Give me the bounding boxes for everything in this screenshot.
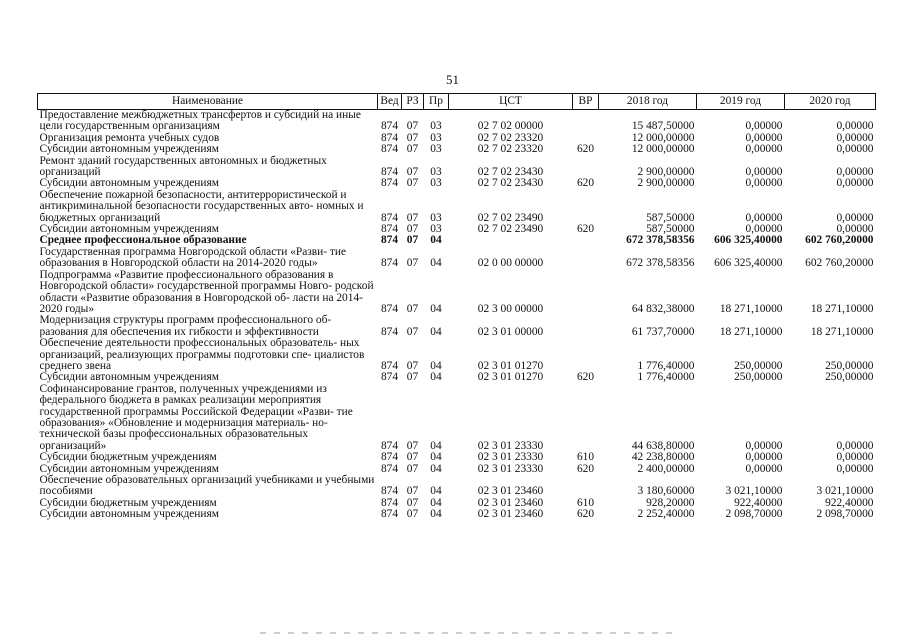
row-pr-cell: 03 <box>430 143 442 156</box>
row-pr-cell: 03 <box>430 177 442 190</box>
table-body <box>38 110 876 521</box>
row-cst-cell: 02 3 01 01270 <box>477 371 544 384</box>
row-ved-cell: 874 <box>380 325 399 338</box>
row-2018-cell: 15 487,50000 <box>631 120 695 133</box>
row-vr-cell <box>573 247 599 270</box>
row-vr-cell: 620 <box>576 177 595 190</box>
table-row <box>38 156 876 179</box>
row-2019-cell: 0,00000 <box>745 120 783 133</box>
row-vr-cell <box>573 315 599 338</box>
header-2019: 2019 год <box>697 94 785 110</box>
row-rz-cell: 07 <box>406 371 419 384</box>
table-row <box>38 509 876 520</box>
table-row <box>38 247 876 270</box>
row-ved-cell: 874 <box>380 131 399 144</box>
row-rz-cell: 07 <box>406 211 419 224</box>
header-cst: ЦСТ <box>449 94 573 110</box>
row-rz-cell: 07 <box>406 177 419 190</box>
row-vr-cell <box>573 190 599 224</box>
row-2018-cell: 2 400,00000 <box>637 462 695 475</box>
row-cst-cell: 02 3 01 23460 <box>477 485 544 498</box>
row-2019-cell: 250,00000 <box>734 359 783 372</box>
row-rz-cell: 07 <box>406 234 419 247</box>
row-pr-cell: 04 <box>430 451 442 464</box>
row-pr-cell: 03 <box>430 166 442 179</box>
row-ved-cell: 874 <box>380 496 399 509</box>
table-row <box>38 144 876 155</box>
row-cst-cell: 02 3 01 23330 <box>477 451 544 464</box>
row-name-cell: Государственная программа Новгородской области «Разви- тие образования в Новгородской области на 2014-2020 годы» <box>39 245 347 270</box>
row-rz-cell: 07 <box>406 462 419 475</box>
header-vr: ВР <box>573 94 599 110</box>
row-2018-cell: 1 776,40000 <box>637 371 695 384</box>
row-rz-cell: 07 <box>406 143 419 156</box>
header-ved: Вед <box>378 94 402 110</box>
row-2020-cell: 0,00000 <box>836 223 874 236</box>
row-pr-cell: 03 <box>430 223 442 236</box>
row-2018-cell: 587,50000 <box>646 211 695 224</box>
row-vr-cell <box>573 338 599 372</box>
row-2019-cell: 0,00000 <box>745 131 783 144</box>
row-ved-cell: 874 <box>380 234 399 247</box>
row-rz-cell: 07 <box>406 325 419 338</box>
row-2019-cell: 0,00000 <box>745 177 783 190</box>
table-row <box>38 384 876 452</box>
row-vr-cell: 620 <box>576 462 595 475</box>
row-rz-cell: 07 <box>406 508 419 521</box>
row-vr-cell: 610 <box>576 451 595 464</box>
table-row <box>38 190 876 224</box>
header-rz: РЗ <box>402 94 424 110</box>
row-name-cell: Субсидии автономным учреждениям <box>39 223 219 236</box>
row-2020-cell: 18 271,10000 <box>810 302 874 315</box>
row-2018-cell: 2 900,00000 <box>637 166 695 179</box>
row-cst-cell: 02 7 02 00000 <box>477 120 544 133</box>
page-number: 51 <box>446 72 459 87</box>
row-pr-cell: 04 <box>430 508 442 521</box>
row-ved-cell: 874 <box>380 439 399 452</box>
row-cst-cell: 02 3 01 23460 <box>477 508 544 521</box>
row-pr-cell: 04 <box>430 325 442 338</box>
header-2018: 2018 год <box>599 94 697 110</box>
row-2018-cell: 61 737,70000 <box>631 325 695 338</box>
row-vr-cell: 620 <box>576 508 595 521</box>
row-cst-cell: 02 3 01 23460 <box>477 496 544 509</box>
row-name-cell: Субсидии автономным учреждениям <box>39 462 219 475</box>
row-pr-cell: 04 <box>430 371 442 384</box>
row-2019-cell: 0,00000 <box>745 143 783 156</box>
row-name-cell: Подпрограмма «Развитие профессионального образования в Новгородской области» государственной программы Новго- родской области «Развитие образования в Новгородской об- ласти на 2014-2020 годы» <box>39 268 374 315</box>
row-ved-cell: 874 <box>380 211 399 224</box>
row-name-cell: Предоставление межбюджетных трансфертов и субсидий на иные цели государственным организациям <box>39 109 361 133</box>
row-rz-cell: 07 <box>406 257 419 270</box>
row-2018-cell: 12 000,00000 <box>631 131 695 144</box>
row-pr-cell: 04 <box>430 485 442 498</box>
row-pr-cell: 04 <box>430 439 442 452</box>
row-2019-cell: 606 325,40000 <box>714 234 783 247</box>
table-row <box>38 315 876 338</box>
row-2018-cell: 44 638,80000 <box>631 439 695 452</box>
row-rz-cell: 07 <box>406 131 419 144</box>
row-pr-cell: 04 <box>430 234 442 247</box>
row-name-cell: Субсидии автономным учреждениям <box>39 143 219 156</box>
row-cst-cell: 02 7 02 23320 <box>477 143 544 156</box>
row-2020-cell: 602 760,20000 <box>805 257 874 270</box>
row-name-cell: Субсидии бюджетным учреждениям <box>39 496 217 509</box>
row-name-cell: Обеспечение деятельности профессиональных образователь- ных организаций, реализующих программы подготовки спе- циалистов среднего звена <box>39 337 365 372</box>
row-cst-cell: 02 3 01 01270 <box>477 359 544 372</box>
row-2018-cell: 64 832,38000 <box>631 302 695 315</box>
row-ved-cell: 874 <box>380 120 399 133</box>
row-2020-cell: 602 760,20000 <box>805 234 874 247</box>
row-2018-cell: 12 000,00000 <box>631 143 695 156</box>
row-ved-cell: 874 <box>380 451 399 464</box>
row-name-cell: Субсидии автономным учреждениям <box>39 371 219 384</box>
row-pr-cell: 03 <box>430 120 442 133</box>
row-2020-cell: 922,40000 <box>825 496 874 509</box>
row-pr-cell: 03 <box>430 131 442 144</box>
row-name-cell: Обеспечение пожарной безопасности, антитеррористической и антикриминальной безопасности государственных авто- номных и бюджетных организаций <box>39 188 364 224</box>
row-2020-cell: 0,00000 <box>836 462 874 475</box>
row-ved-cell: 874 <box>380 485 399 498</box>
row-ved-cell: 874 <box>380 462 399 475</box>
row-pr-cell: 04 <box>430 359 442 372</box>
row-ved-cell: 874 <box>380 302 399 315</box>
row-name-cell: Софинансирование грантов, полученных учреждениями из федерального бюджета в рамках реализации мероприятия государственной программы Российской Федерации «Разви- тие образования» «Обновление и модернизация материаль- но-технической базы профессиональных образовательных организаций» <box>39 382 353 452</box>
row-rz-cell: 07 <box>406 496 419 509</box>
row-2020-cell: 3 021,10000 <box>816 485 874 498</box>
row-2020-cell: 0,00000 <box>836 131 874 144</box>
row-pr-cell: 04 <box>430 257 442 270</box>
row-name-cell: Организация ремонта учебных судов <box>39 131 220 144</box>
row-name-cell: Ремонт зданий государственных автономных и бюджетных организаций <box>39 154 327 179</box>
row-2019-cell: 0,00000 <box>745 223 783 236</box>
row-2018-cell: 672 378,58356 <box>626 234 695 247</box>
row-cst-cell: 02 3 01 00000 <box>477 325 544 338</box>
row-name-cell: Субсидии автономным учреждениям <box>39 177 219 190</box>
row-2018-cell: 928,20000 <box>646 496 695 509</box>
row-cst-cell: 02 7 02 23430 <box>477 166 544 179</box>
row-vr-cell <box>573 110 599 133</box>
table-row <box>38 338 876 372</box>
row-name-cell: Обеспечение образовательных организаций учебниками и учебными пособиями <box>39 474 375 498</box>
row-2020-cell: 0,00000 <box>836 166 874 179</box>
row-cst-cell <box>449 235 573 246</box>
row-vr-cell <box>573 475 599 498</box>
row-2018-cell: 587,50000 <box>646 223 695 236</box>
table-row <box>38 452 876 463</box>
row-2019-cell: 0,00000 <box>745 462 783 475</box>
row-2020-cell: 0,00000 <box>836 177 874 190</box>
header-pr: Пр <box>424 94 449 110</box>
row-ved-cell: 874 <box>380 359 399 372</box>
row-2018-cell: 2 252,40000 <box>637 508 695 521</box>
row-rz-cell: 07 <box>406 359 419 372</box>
scan-artifact-line <box>260 632 680 634</box>
row-vr-cell <box>573 156 599 179</box>
row-ved-cell: 874 <box>380 223 399 236</box>
row-2019-cell: 18 271,10000 <box>719 302 783 315</box>
row-cst-cell: 02 7 02 23320 <box>477 131 544 144</box>
row-ved-cell: 874 <box>380 177 399 190</box>
row-rz-cell: 07 <box>406 223 419 236</box>
row-pr-cell: 04 <box>430 496 442 509</box>
row-ved-cell: 874 <box>380 371 399 384</box>
row-vr-cell: 620 <box>576 223 595 236</box>
row-pr-cell: 04 <box>430 462 442 475</box>
row-2018-cell: 2 900,00000 <box>637 177 695 190</box>
row-cst-cell: 02 3 01 23330 <box>477 462 544 475</box>
row-2020-cell: 0,00000 <box>836 439 874 452</box>
row-vr-cell <box>573 270 599 316</box>
row-pr-cell: 04 <box>430 302 442 315</box>
row-vr-cell <box>573 235 599 246</box>
row-2019-cell: 922,40000 <box>734 496 783 509</box>
row-2018-cell: 42 238,80000 <box>631 451 695 464</box>
row-pr-cell: 03 <box>430 211 442 224</box>
row-2020-cell: 250,00000 <box>825 359 874 372</box>
row-rz-cell: 07 <box>406 485 419 498</box>
row-cst-cell: 02 7 02 23430 <box>477 177 544 190</box>
row-rz-cell: 07 <box>406 439 419 452</box>
row-rz-cell: 07 <box>406 120 419 133</box>
row-cst-cell: 02 3 01 23330 <box>477 439 544 452</box>
row-vr-cell <box>573 384 599 452</box>
row-name-cell: Модернизация структуры программ профессионального об- разования для обеспечения их гибкости и эффективности <box>39 314 332 338</box>
row-ved-cell: 874 <box>380 508 399 521</box>
row-2020-cell: 0,00000 <box>836 451 874 464</box>
row-vr-cell: 620 <box>576 371 595 384</box>
row-cst-cell: 02 3 00 00000 <box>477 302 544 315</box>
row-ved-cell: 874 <box>380 166 399 179</box>
row-name-cell: Субсидии автономным учреждениям <box>39 508 219 521</box>
row-2019-cell: 0,00000 <box>745 451 783 464</box>
row-rz-cell: 07 <box>406 451 419 464</box>
row-cst-cell: 02 0 00 00000 <box>477 257 544 270</box>
row-cst-cell: 02 7 02 23490 <box>477 223 544 236</box>
row-cst-cell: 02 7 02 23490 <box>477 211 544 224</box>
row-name-cell: Субсидии бюджетным учреждениям <box>39 451 217 464</box>
row-2019-cell: 606 325,40000 <box>714 257 783 270</box>
row-vr-cell: 610 <box>576 496 595 509</box>
row-name-cell: Среднее профессиональное образование <box>39 234 247 247</box>
budget-table <box>37 93 876 521</box>
row-2020-cell: 2 098,70000 <box>816 508 874 521</box>
row-ved-cell: 874 <box>380 257 399 270</box>
row-2020-cell: 0,00000 <box>836 143 874 156</box>
table-row <box>38 110 876 133</box>
row-2020-cell: 0,00000 <box>836 211 874 224</box>
table-header-row <box>38 94 876 110</box>
row-2020-cell: 250,00000 <box>825 371 874 384</box>
row-2019-cell: 250,00000 <box>734 371 783 384</box>
table-row <box>38 475 876 498</box>
row-2018-cell: 1 776,40000 <box>637 359 695 372</box>
row-2019-cell: 2 098,70000 <box>725 508 783 521</box>
row-2019-cell: 0,00000 <box>745 211 783 224</box>
header-name: Наименование <box>38 94 378 110</box>
table-row <box>38 270 876 316</box>
row-2020-cell: 0,00000 <box>836 120 874 133</box>
row-rz-cell: 07 <box>406 302 419 315</box>
row-2020-cell: 18 271,10000 <box>810 325 874 338</box>
row-2019-cell: 0,00000 <box>745 439 783 452</box>
row-2019-cell: 18 271,10000 <box>719 325 783 338</box>
row-vr-cell: 620 <box>576 143 595 156</box>
row-2019-cell: 0,00000 <box>745 166 783 179</box>
row-rz-cell: 07 <box>406 166 419 179</box>
row-2019-cell: 3 021,10000 <box>725 485 783 498</box>
row-ved-cell: 874 <box>380 143 399 156</box>
row-2018-cell: 672 378,58356 <box>626 257 695 270</box>
row-2018-cell: 3 180,60000 <box>637 485 695 498</box>
header-2020: 2020 год <box>785 94 876 110</box>
